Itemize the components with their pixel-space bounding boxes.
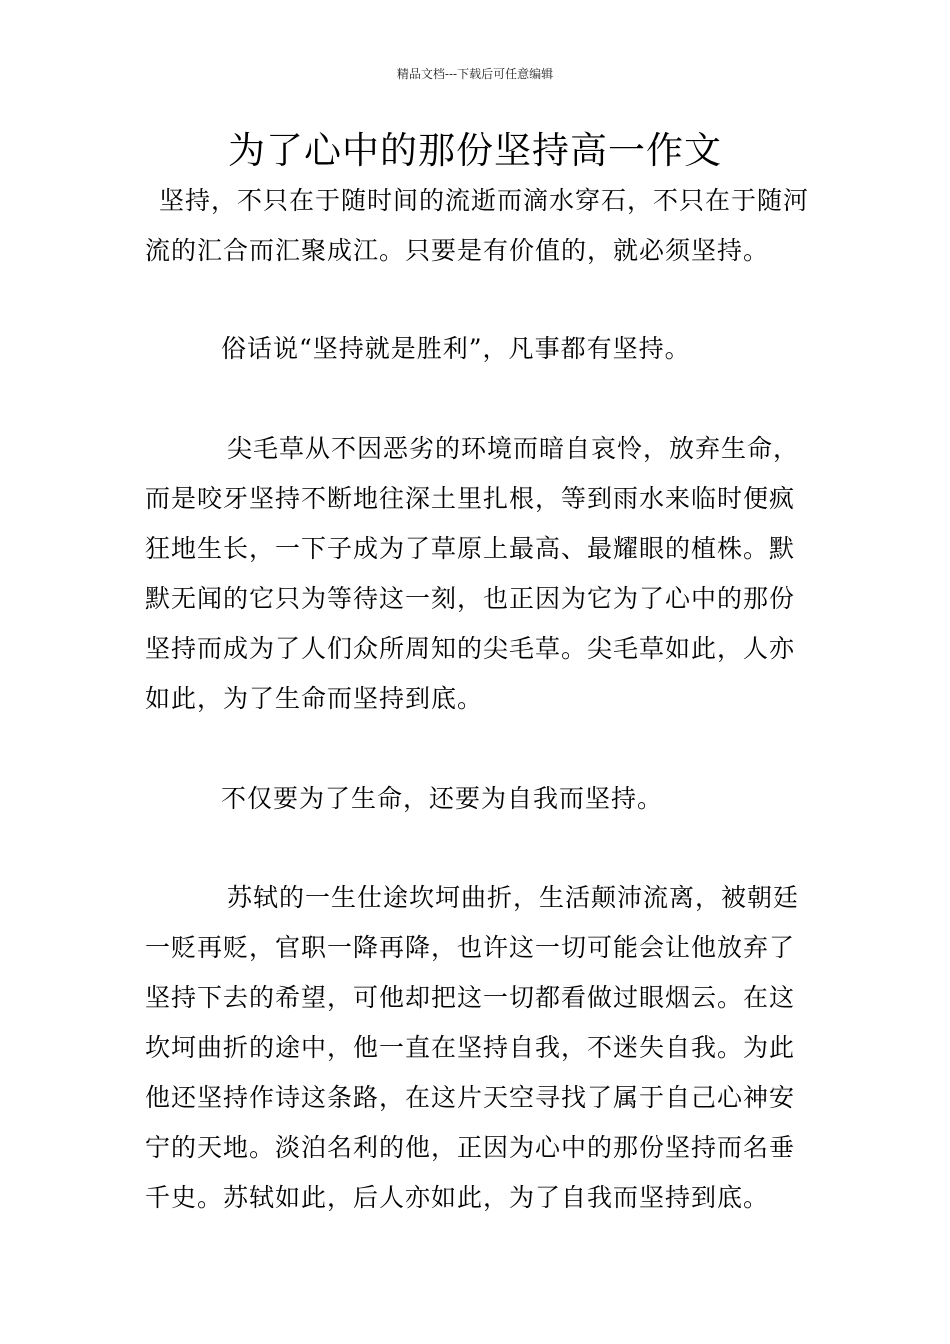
paragraph-4: 不仅要为了生命，还要为自我而坚持。 (221, 784, 664, 813)
paragraph-5: 苏轼的一生仕途坎坷曲折，生活颠沛流离，被朝廷一贬再贬，官职一降再降，也许这一切可能会让他放弃了坚持下去的希望，可他却把这一切都看做过眼烟云。在这坎坷曲折的途中，他一直在坚持自我，不迷失自我。为此他还坚持作诗这条路，在这片天空寻找了属于自己心神安宁的天地。淡泊名利的他，正因为心中的那份坚持而名垂千史。苏轼如此，后人亦如此，为了自我而坚持到底。 (145, 883, 800, 1212)
header-note: 精品文档---下载后可任意编辑 (396, 67, 554, 81)
document-title: 为了心中的那份坚持高一作文 (228, 129, 722, 172)
paragraph-1: 坚持，不只在于随时间的流逝而滴水穿石，不只在于随河流的汇合而汇聚成江。只要是有价值的，就必须坚持。 (145, 186, 810, 265)
paragraph-3: 尖毛草从不因恶劣的环境而暗自哀怜，放弃生命，而是咬牙坚持不断地往深土里扎根，等到雨水来临时便疯狂地生长，一下子成为了草原上最高、最耀眼的植株。默默无闻的它只为等待这一刻，也正因为它为了心中的那份坚持而成为了人们众所周知的尖毛草。尖毛草如此，人亦如此，为了生命而坚持到底。 (145, 434, 800, 713)
paragraph-2: 俗话说“坚持就是胜利”，凡事都有坚持。 (221, 334, 691, 363)
